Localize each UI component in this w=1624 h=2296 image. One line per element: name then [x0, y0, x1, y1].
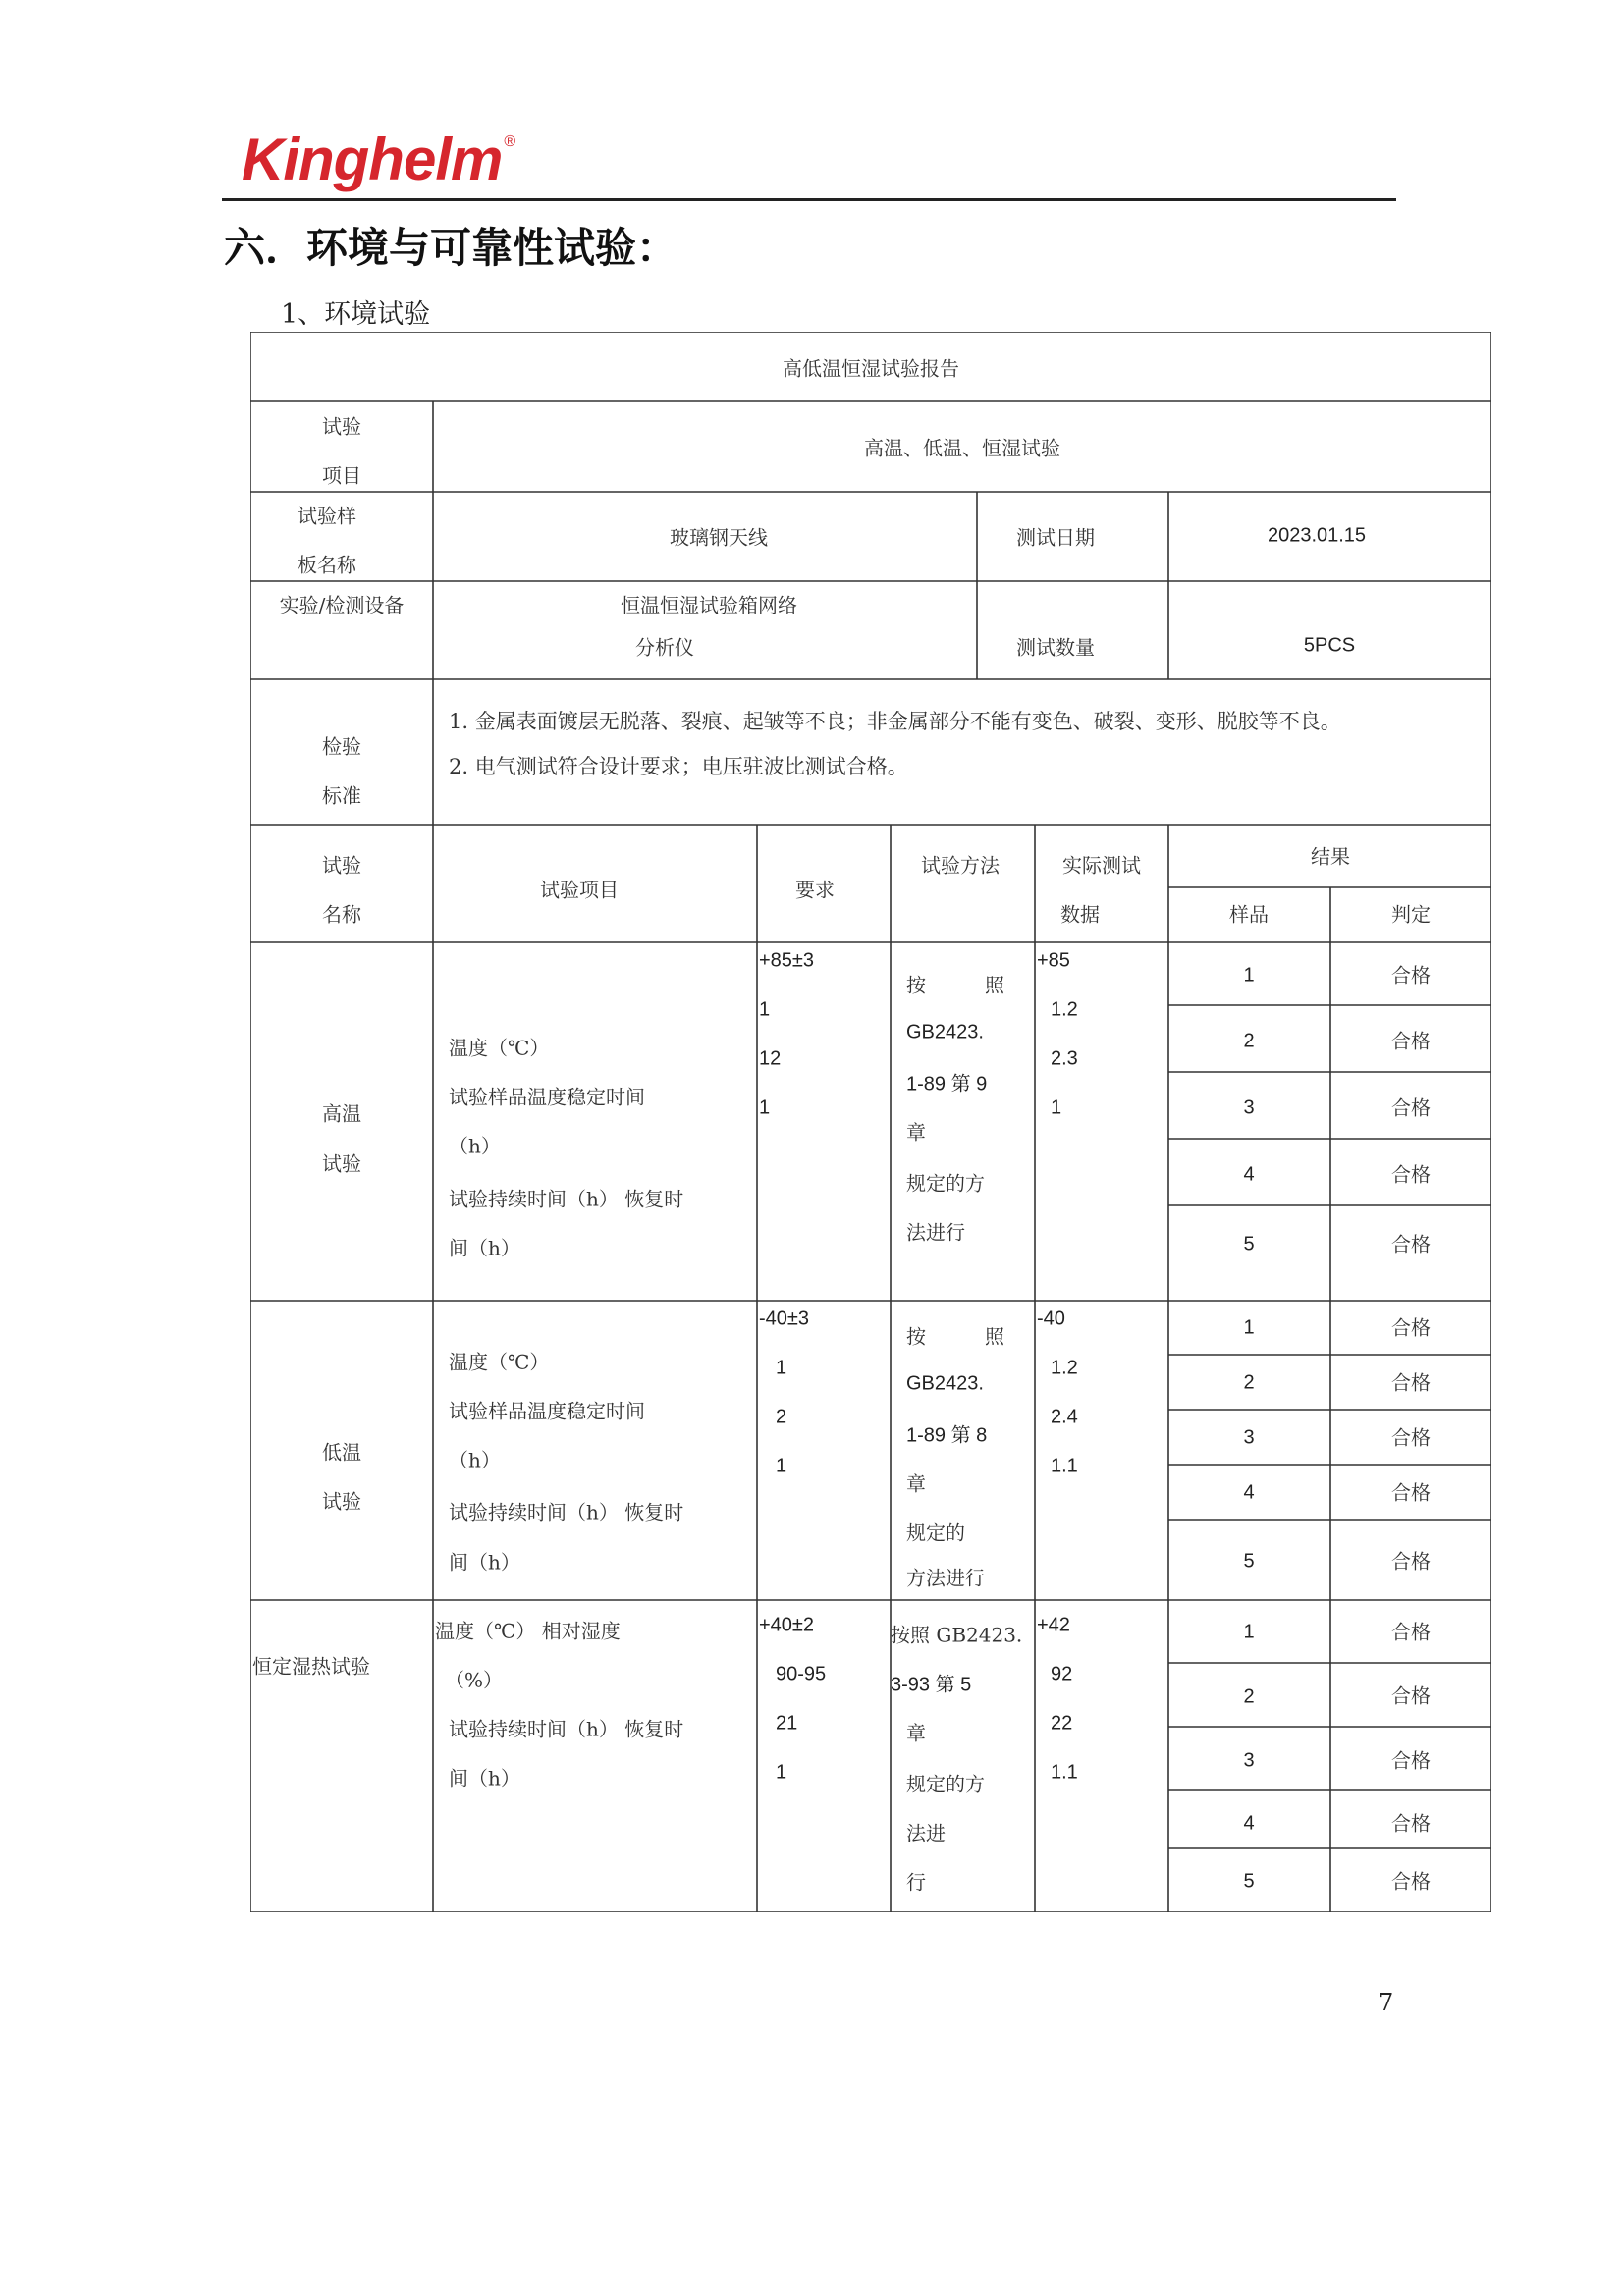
method-line: 规定的方 [906, 1772, 985, 1796]
requirement-value: 90-95 [776, 1663, 827, 1685]
method-line: 规定的方 [906, 1171, 985, 1196]
judgement: 合格 [1391, 1162, 1431, 1187]
requirement-value: 1 [776, 1455, 787, 1477]
method-line: 章 [906, 1120, 926, 1145]
requirement-value: 1 [776, 1761, 787, 1784]
judgement: 合格 [1391, 963, 1431, 988]
test-item: 试验样品温度稳定时间 [449, 1085, 645, 1109]
judgement: 合格 [1391, 1232, 1431, 1256]
judgement: 合格 [1391, 1683, 1431, 1708]
standard-label: 检验 [322, 734, 361, 759]
judgement: 合格 [1391, 1811, 1431, 1836]
judgement: 合格 [1391, 1480, 1431, 1505]
quantity-value: 5PCS [1303, 634, 1356, 657]
requirement-value: 12 [759, 1047, 782, 1070]
col-method: 试验方法 [921, 853, 1000, 878]
test-item: 间（h） [449, 1236, 520, 1260]
equipment-value: 恒温恒湿试验箱网络 [621, 593, 797, 617]
test-item: （h） [449, 1448, 501, 1472]
sample-number: 1 [1243, 1621, 1255, 1643]
actual-value: +85 [1037, 949, 1070, 972]
col-actual: 实际测试 [1062, 853, 1141, 878]
method-line: 章 [906, 1721, 926, 1745]
sample-number: 4 [1243, 1481, 1255, 1504]
actual-value: 1 [1051, 1096, 1062, 1119]
standard-1: 1. 金属表面镀层无脱落、裂痕、起皱等不良；非金属部分不能有变色、破裂、变形、脱胶等不良。 [449, 710, 1341, 733]
test-item: 试验持续时间（h） 恢复时 [449, 1187, 684, 1211]
col-sample: 样品 [1229, 902, 1269, 927]
test-report-table [250, 332, 1491, 1912]
header-rule [222, 198, 1396, 201]
col-item: 试验项目 [540, 878, 619, 902]
method-line: 规定的 [906, 1521, 965, 1545]
date-value: 2023.01.15 [1267, 524, 1367, 547]
judgement: 合格 [1391, 1620, 1431, 1644]
method-line: GB2423. [906, 1372, 984, 1395]
test-name: 恒定湿热试验 [252, 1654, 370, 1679]
standard-2: 2. 电气测试符合设计要求；电压驻波比测试合格。 [449, 755, 908, 778]
test-name: 低温 [322, 1440, 361, 1465]
sample-number: 2 [1243, 1030, 1255, 1052]
judgement: 合格 [1391, 1370, 1431, 1395]
sample-number: 2 [1243, 1685, 1255, 1708]
method-line: 法进行 [906, 1220, 965, 1245]
sample-number: 3 [1243, 1749, 1255, 1772]
sample-number: 3 [1243, 1426, 1255, 1449]
requirement-value: -40±3 [759, 1308, 810, 1330]
test-item: （h） [449, 1134, 501, 1158]
sample-number: 4 [1243, 1812, 1255, 1835]
item-label-2: 项目 [322, 463, 361, 488]
method-line: 1-89 第 9 [906, 1073, 988, 1095]
test-name-2: 试验 [322, 1489, 361, 1514]
judgement: 合格 [1391, 1425, 1431, 1450]
requirement-value: 21 [776, 1712, 798, 1735]
test-item: 温度（℃） [449, 1350, 550, 1374]
requirement-value: +40±2 [759, 1614, 815, 1636]
sample-number: 4 [1243, 1163, 1255, 1186]
test-name-2: 试验 [322, 1151, 361, 1176]
test-item: （%） [445, 1668, 504, 1692]
col-result: 结果 [1311, 844, 1350, 869]
section-title: 六．环境与可靠性试验： [224, 224, 678, 272]
actual-value: 2.3 [1051, 1047, 1078, 1070]
sample-number: 2 [1243, 1371, 1255, 1394]
col-judge: 判定 [1391, 902, 1431, 927]
sample-number: 3 [1243, 1096, 1255, 1119]
actual-value: 22 [1051, 1712, 1073, 1735]
judgement: 合格 [1391, 1315, 1431, 1340]
actual-value: +42 [1037, 1614, 1070, 1636]
method-line: 行 [906, 1870, 926, 1895]
sample-number: 1 [1243, 964, 1255, 987]
page-number: 7 [1379, 1989, 1394, 2016]
test-item: 间（h） [449, 1550, 520, 1575]
requirement-value: 2 [776, 1406, 787, 1428]
judgement: 合格 [1391, 1095, 1431, 1120]
item-label: 试验 [322, 414, 361, 439]
col-actual-2: 数据 [1060, 902, 1100, 927]
col-name-2: 名称 [322, 902, 361, 927]
actual-value: -40 [1037, 1308, 1065, 1330]
method-line: GB2423. [906, 1021, 984, 1043]
judgement: 合格 [1391, 1549, 1431, 1574]
actual-value: 2.4 [1051, 1406, 1078, 1428]
equipment-label: 实验/检测设备 [279, 593, 405, 617]
sample-value: 玻璃钢天线 [670, 525, 768, 550]
table-grid [250, 332, 1491, 1912]
requirement-value: 1 [776, 1357, 787, 1379]
equipment-value-2: 分析仪 [635, 635, 694, 660]
sample-number: 5 [1243, 1870, 1255, 1893]
actual-value: 1.2 [1051, 998, 1078, 1021]
test-item: 温度（℃） [449, 1036, 550, 1060]
report-title: 高低温恒湿试验报告 [783, 356, 959, 381]
sample-number: 5 [1243, 1550, 1255, 1573]
test-item: 试验样品温度稳定时间 [449, 1399, 645, 1423]
sample-label: 试验样 [298, 504, 356, 528]
subsection-title: 1、环境试验 [281, 299, 431, 330]
standard-label-2: 标准 [322, 783, 361, 808]
test-item: 温度（℃） 相对湿度 [435, 1619, 621, 1643]
judgement: 合格 [1391, 1869, 1431, 1894]
method-line: 按 照 [906, 973, 1004, 997]
actual-value: 1.1 [1051, 1455, 1078, 1477]
requirement-value: +85±3 [759, 949, 815, 972]
test-item: 试验持续时间（h） 恢复时 [449, 1500, 684, 1524]
method-line: 按 照 [906, 1324, 1004, 1349]
sample-number: 1 [1243, 1316, 1255, 1339]
kinghelm-logo: Kinghelm ® [242, 127, 515, 192]
sample-number: 5 [1243, 1233, 1255, 1255]
date-label: 测试日期 [1016, 525, 1095, 550]
col-name: 试验 [322, 853, 361, 878]
method-line: 方法进行 [906, 1566, 985, 1590]
col-requirement: 要求 [795, 878, 835, 902]
quantity-label: 测试数量 [1016, 635, 1095, 660]
actual-value: 1.2 [1051, 1357, 1078, 1379]
actual-value: 1.1 [1051, 1761, 1078, 1784]
requirement-value: 1 [759, 1096, 771, 1119]
sample-label-2: 板名称 [298, 553, 356, 577]
method-line: 1-89 第 8 [906, 1424, 988, 1447]
judgement: 合格 [1391, 1029, 1431, 1053]
method-line: 按照 GB2423. [891, 1623, 1023, 1647]
actual-value: 92 [1051, 1663, 1073, 1685]
method-line: 章 [906, 1471, 926, 1496]
test-item: 间（h） [449, 1766, 520, 1790]
item-value: 高温、低温、恒湿试验 [864, 436, 1060, 460]
test-item: 试验持续时间（h） 恢复时 [449, 1717, 684, 1741]
judgement: 合格 [1391, 1748, 1431, 1773]
method-line: 法进 [906, 1821, 946, 1845]
requirement-value: 1 [759, 998, 771, 1021]
test-name: 高温 [322, 1101, 361, 1126]
method-line: 3-93 第 5 [891, 1674, 972, 1696]
